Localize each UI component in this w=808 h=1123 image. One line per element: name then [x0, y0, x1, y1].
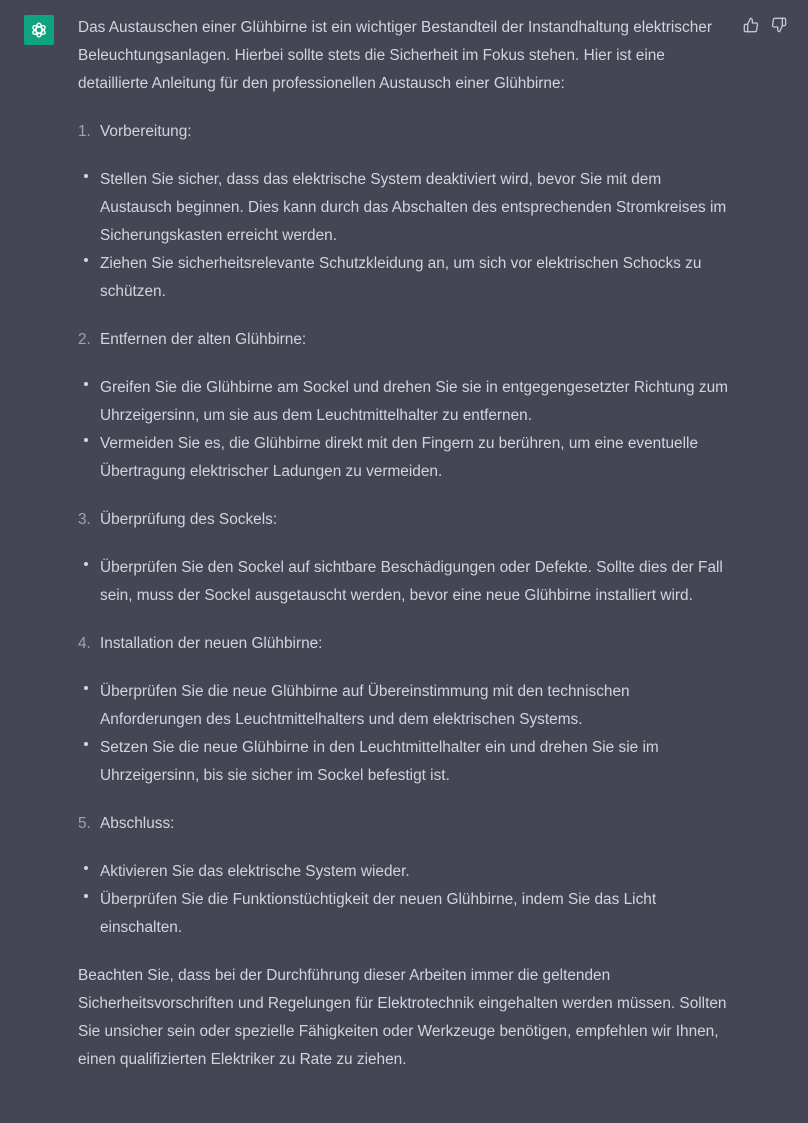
- bullet-item: Überprüfen Sie die Funktionstüchtigkeit der neuen Glühbirne, indem Sie das Licht einschalten.: [78, 886, 733, 942]
- bullet-item: Aktivieren Sie das elektrische System wieder.: [78, 858, 733, 886]
- step-title: Entfernen der alten Glühbirne:: [100, 331, 307, 348]
- step-title: Vorbereitung:: [100, 123, 192, 140]
- bullet-item: Überprüfen Sie den Sockel auf sichtbare Beschädigungen oder Defekte. Sollte dies der Fall sein, muss der Sockel ausgetauscht werden, bevor eine neue Glühbirne installiert wird.: [78, 554, 733, 610]
- bullet-list: [78, 554, 733, 610]
- thumbs-down-button[interactable]: [770, 16, 788, 34]
- step-heading: [78, 326, 733, 354]
- step-heading: [78, 506, 733, 534]
- step-heading: [78, 118, 733, 146]
- step-heading: [78, 630, 733, 658]
- openai-logo-icon: [28, 19, 50, 41]
- step-number: 5.: [78, 815, 91, 832]
- thumbs-down-icon: [771, 17, 787, 33]
- step-heading: [78, 810, 733, 838]
- message-intro: Das Austauschen einer Glühbirne ist ein wichtiger Bestandteil der Instandhaltung elektrischer Beleuchtungsanlagen. Hierbei sollte stets die Sicherheit im Fokus stehen. Hier ist eine detaillierte Anleitung für den professionellen Austausch einer Glühbirne:: [78, 19, 712, 92]
- step-title: Installation der neuen Glühbirne:: [100, 635, 323, 652]
- assistant-avatar: [24, 15, 54, 45]
- message-closing: Beachten Sie, dass bei der Durchführung dieser Arbeiten immer die geltenden Sicherheitsvorschriften und Regelungen für Elektrotechnik eingehalten werden müssen. Sollten Sie unsicher sein oder spezielle Fähigkeiten oder Werkzeuge benötigen, empfehlen wir Ihnen, einen qualifizierten Elektriker zu Rate zu ziehen.: [78, 967, 727, 1068]
- step-title: Abschluss:: [100, 815, 175, 832]
- bullet-item: Greifen Sie die Glühbirne am Sockel und drehen Sie sie in entgegengesetzter Richtung zum Uhrzeigersinn, um sie aus dem Leuchtmittelhalter zu entfernen.: [78, 374, 733, 430]
- step-number: 3.: [78, 511, 91, 528]
- step-number: 1.: [78, 123, 91, 140]
- bullet-list: [78, 678, 733, 790]
- step-number: 2.: [78, 331, 91, 348]
- bullet-list: [78, 166, 733, 306]
- bullet-item: Stellen Sie sicher, dass das elektrische System deaktiviert wird, bevor Sie mit dem Austausch beginnen. Dies kann durch das Abschalten des entsprechenden Stromkreises im Sicherungskasten erreicht werden.: [78, 166, 733, 250]
- bullet-item: Ziehen Sie sicherheitsrelevante Schutzkleidung an, um sich vor elektrischen Schocks zu schützen.: [78, 250, 733, 306]
- thumbs-up-button[interactable]: [742, 16, 760, 34]
- bullet-item: Vermeiden Sie es, die Glühbirne direkt mit den Fingern zu berühren, um eine eventuelle Übertragung elektrischer Ladungen zu vermeiden.: [78, 430, 733, 486]
- bullet-item: Setzen Sie die neue Glühbirne in den Leuchtmittelhalter ein und drehen Sie sie im Uhrzeigersinn, bis sie sicher im Sockel befestigt ist.: [78, 734, 733, 790]
- thumbs-up-icon: [743, 17, 759, 33]
- feedback-buttons: [742, 16, 788, 34]
- assistant-message: [78, 14, 733, 1074]
- bullet-list: [78, 374, 733, 486]
- step-title: Überprüfung des Sockels:: [100, 511, 278, 528]
- bullet-item: Überprüfen Sie die neue Glühbirne auf Übereinstimmung mit den technischen Anforderungen des Leuchtmittelhalters und dem elektrischen Systems.: [78, 678, 733, 734]
- step-number: 4.: [78, 635, 91, 652]
- bullet-list: [78, 858, 733, 942]
